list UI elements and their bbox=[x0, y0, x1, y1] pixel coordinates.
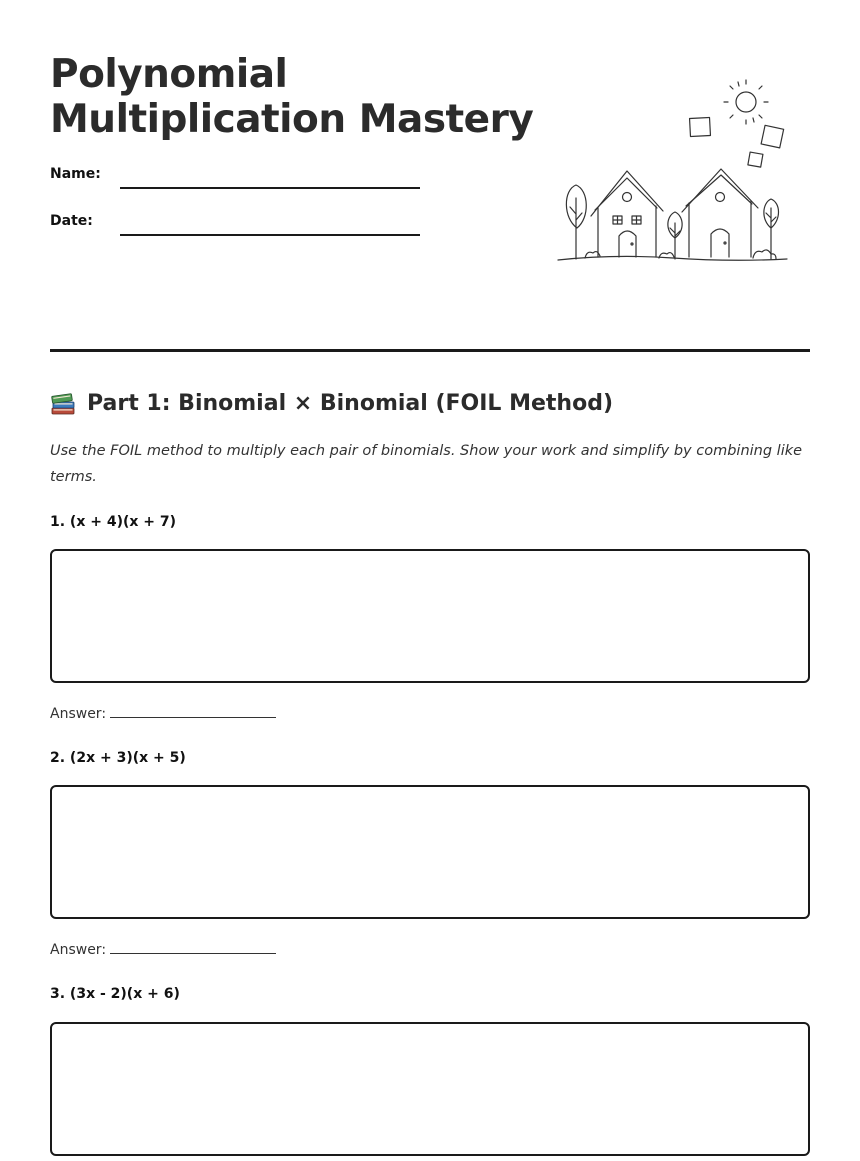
answer-label: Answer: bbox=[50, 942, 107, 958]
problem-2-label: 2. (2x + 3)(x + 5) bbox=[50, 750, 186, 766]
name-label: Name: bbox=[50, 166, 101, 182]
problem-1-answer-field[interactable] bbox=[110, 705, 276, 718]
problem-3-work-box[interactable] bbox=[50, 1022, 810, 1156]
problem-2-answer-row bbox=[50, 941, 276, 958]
part1-instructions: Use the FOIL method to multiply each pair of binomials. Show your work and simplify by combining like terms. bbox=[50, 443, 803, 485]
part1-heading-text: Part 1: Binomial × Binomial (FOIL Method) bbox=[87, 391, 614, 416]
date-field[interactable] bbox=[120, 234, 420, 236]
problem-2-work-box[interactable] bbox=[50, 785, 810, 919]
problem-3-label: 3. (3x - 2)(x + 6) bbox=[50, 986, 180, 1002]
worksheet-title bbox=[50, 52, 533, 142]
books-icon bbox=[50, 391, 76, 417]
problem-1-label: 1. (x + 4)(x + 7) bbox=[50, 514, 177, 530]
date-label: Date: bbox=[50, 213, 93, 229]
problem-2-answer-field[interactable] bbox=[110, 941, 276, 954]
houses-sun-doodle-icon bbox=[555, 78, 790, 268]
title-line-2: Multiplication Mastery bbox=[50, 97, 534, 142]
problem-1-work-box[interactable] bbox=[50, 549, 810, 683]
title-line-1: Polynomial bbox=[50, 52, 288, 97]
answer-label: Answer: bbox=[50, 706, 107, 722]
part1-heading bbox=[50, 390, 613, 418]
name-field[interactable] bbox=[120, 187, 420, 189]
header-divider bbox=[50, 349, 810, 352]
problem-1-answer-row bbox=[50, 705, 276, 722]
